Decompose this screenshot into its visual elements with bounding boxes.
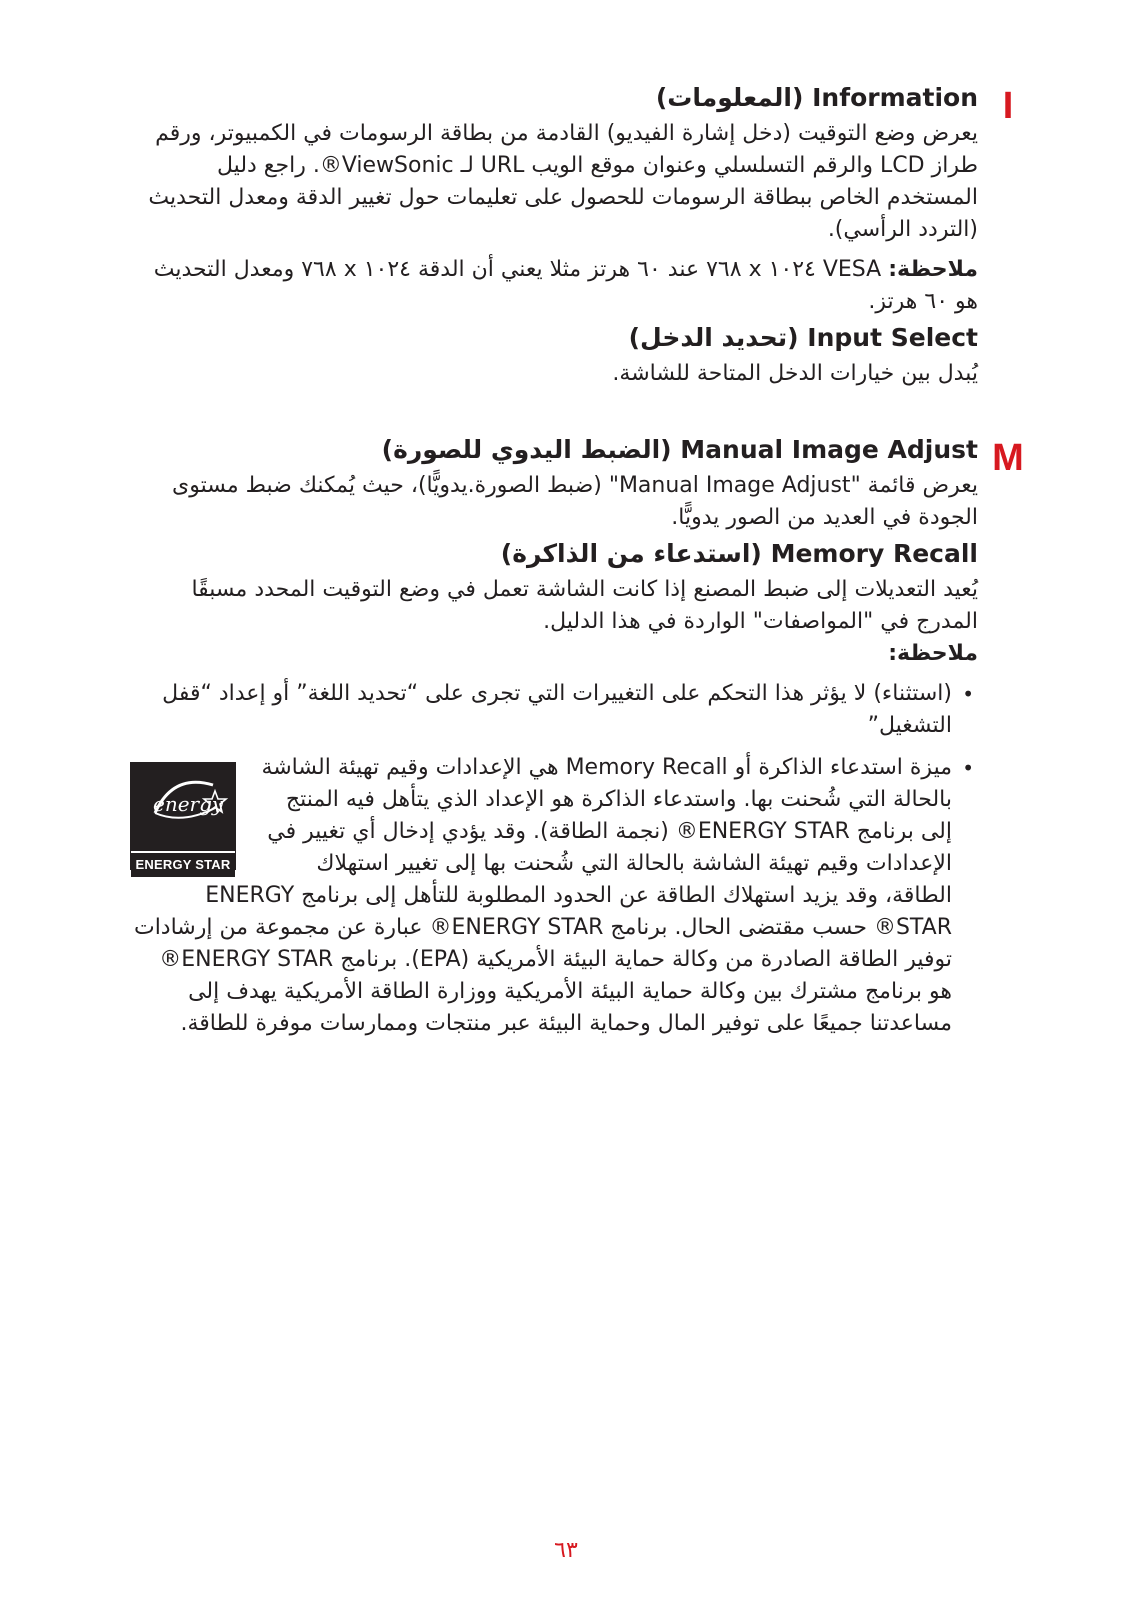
information-heading: Information (المعلومات) bbox=[655, 83, 978, 112]
input-select-section bbox=[130, 318, 978, 390]
memory-recall-body: يُعيد التعديلات إلى ضبط المصنع إذا كانت الشاشة تعمل في وضع التوقيت المحدد مسبقًا المدرج في "المواصفات" الواردة في هذا الدليل. bbox=[191, 577, 978, 634]
memory-recall-heading: Memory Recall (استدعاء من الذاكرة) bbox=[500, 539, 978, 568]
memory-recall-notes bbox=[130, 678, 978, 1040]
manual-image-adjust-section bbox=[130, 430, 978, 534]
input-select-body: يُبدل بين خيارات الدخل المتاحة للشاشة. bbox=[612, 361, 978, 386]
energy-star-logo-mark bbox=[131, 763, 235, 851]
memory-recall-note-2-text: ميزة استدعاء الذاكرة أو Memory Recall هي الإعدادات وقيم تهيئة الشاشة بالحالة التي شُحنت بها. واستدعاء الذاكرة هو الإعداد الذي يتأهل فيه المنتج إلى برنامج ENERGY STAR® (نجمة الطاقة). وقد يؤدي إدخال أي تغيير في الإعدادات وقيم تهيئة الشاشة بالحالة التي شُحنت بها إلى تغيير استهلاك الطاقة، وقد يزيد استهلاك الطاقة عن الحدود المطلوبة للتأهل إلى برنامج ENERGY STAR® حسب مقتضى الحال. برنامج ENERGY STAR® عبارة عن مجموعة من إرشادات توفير الطاقة الصادرة من وكالة حماية البيئة الأمريكية (EPA). برنامج ENERGY STAR® هو برنامج مشترك بين وكالة حماية البيئة الأمريكية ووزارة الطاقة الأمريكية يهدف إلى مساعدتنا جميعًا على توفير المال وحماية البيئة عبر منتجات وممارسات موفرة للطاقة. bbox=[133, 755, 952, 1036]
energy-star-caption: ENERGY STAR bbox=[131, 851, 235, 877]
memory-recall-section bbox=[130, 534, 978, 1040]
note-label: ملاحظة: bbox=[888, 257, 978, 282]
manual-image-adjust-heading: Manual Image Adjust (الضبط اليدوي للصورة) bbox=[381, 435, 978, 464]
energy-logo-word: • energy bbox=[153, 792, 224, 816]
page-number: ٦٣ bbox=[554, 1538, 578, 1563]
note-text: VESA ١٠٢٤ x ٧٦٨ عند ٦٠ هرتز مثلا يعني أن الدقة ١٠٢٤ x ٧٦٨ ومعدل التحديث هو ٦٠ هرتز. bbox=[153, 257, 978, 314]
information-note bbox=[130, 254, 978, 318]
list-item: • (استثناء) لا يؤثر هذا التحكم على التغييرات التي تجرى على “تحديد اللغة” أو إعداد “قفل التشغيل” bbox=[130, 678, 978, 742]
manual-image-adjust-body: يعرض قائمة "Manual Image Adjust" (ضبط الصورة.يدويًّا)، حيث يُمكنك ضبط مستوى الجودة في العديد من الصور يدويًّا. bbox=[172, 473, 978, 530]
information-section bbox=[130, 78, 978, 318]
list-item bbox=[130, 752, 978, 1040]
input-select-heading: Input Select (تحديد الدخل) bbox=[628, 323, 978, 352]
information-body: يعرض وضع التوقيت (دخل إشارة الفيديو) القادمة من بطاقة الرسومات في الكمبيوتر، ورقم طراز LCD والرقم التسلسلي وعنوان موقع الويب URL لـ ViewSonic®. راجع دليل المستخدم الخاص ببطاقة الرسومات للحصول على تعليمات حول تغيير الدقة ومعدل التحديث (التردد الرأسي). bbox=[148, 121, 978, 242]
energy-star-logo bbox=[130, 762, 236, 870]
index-letter-i: I bbox=[1002, 85, 1014, 127]
index-letter-m: M bbox=[992, 437, 1024, 479]
memory-recall-note-label: ملاحظة: bbox=[888, 641, 978, 666]
page-content bbox=[130, 78, 978, 1050]
energy-star-icon bbox=[133, 763, 235, 841]
